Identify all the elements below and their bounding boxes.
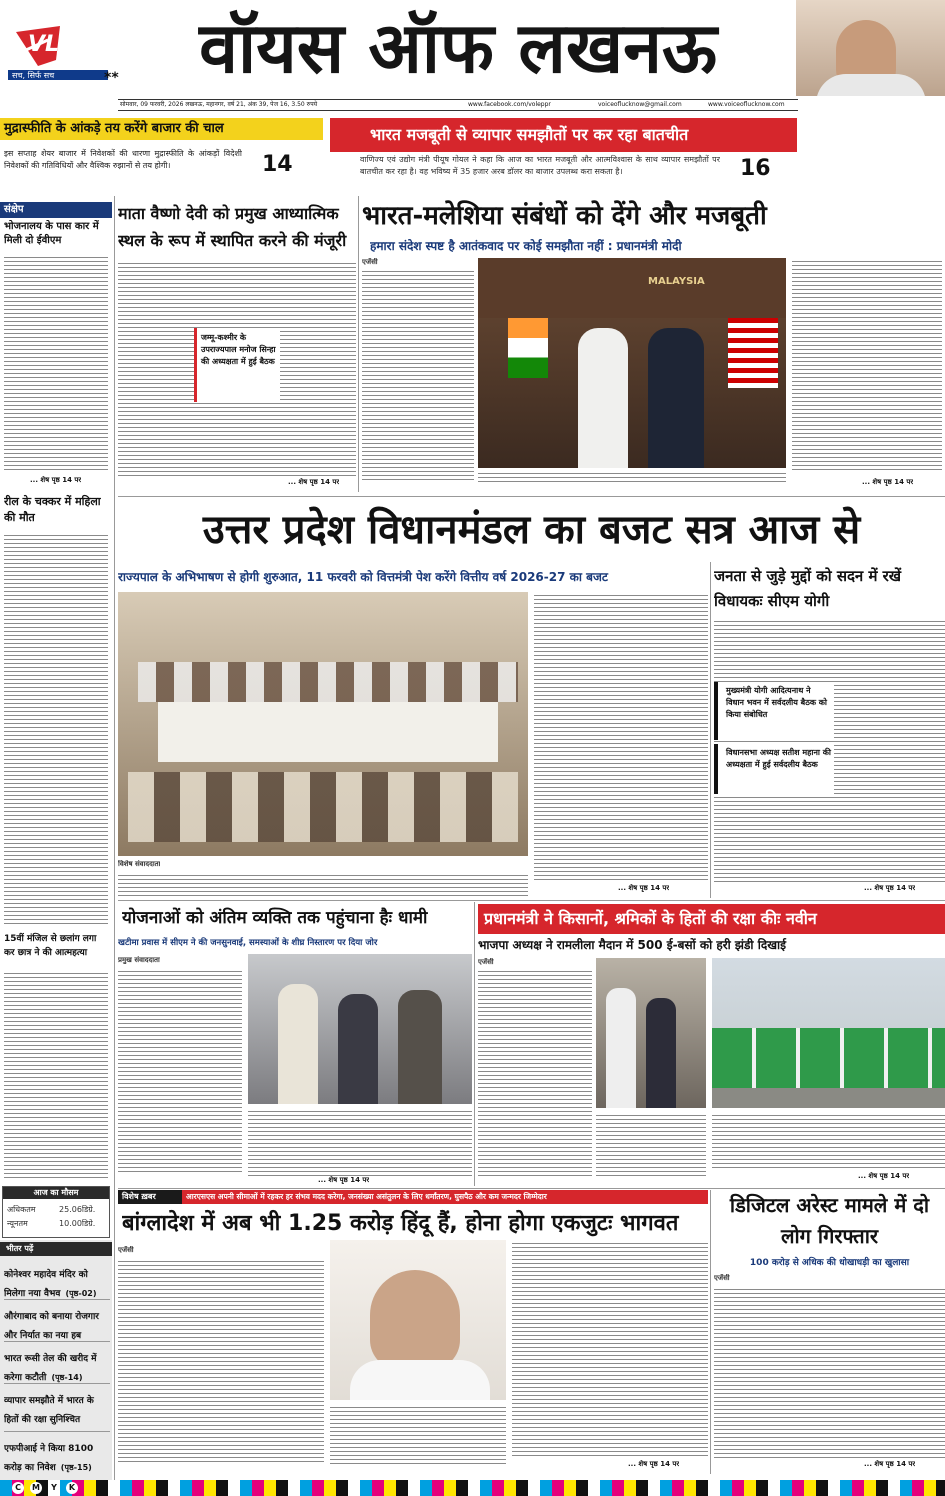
bhagwat-more[interactable]: ... शेष पृष्ठ 14 पर: [628, 1460, 680, 1468]
budget-more[interactable]: ... शेष पृष्ठ 14 पर: [618, 884, 670, 892]
weather-max-label: अधिकतम: [7, 1205, 36, 1214]
nabin-body-left: [478, 968, 592, 1176]
email-link[interactable]: voiceoflucknow@gmail.com: [598, 101, 682, 108]
budget-body-right: [534, 592, 708, 882]
teaser-right[interactable]: [330, 118, 797, 190]
weather-min-label: न्यूनतम: [7, 1219, 28, 1228]
photo-sign: MALAYSIA: [648, 276, 705, 287]
digital-agency: एजेंसी: [714, 1274, 730, 1282]
inside-item-4[interactable]: [4, 1388, 110, 1432]
bhagwat-body-mid: [330, 1404, 506, 1464]
dhami-body-right: [248, 1108, 472, 1176]
dhami-subhead: खटीमा प्रवास में सीएम ने की जनसुनवाई, समस्याओं के शीघ्र निस्तारण पर दिया जोर: [118, 938, 378, 948]
inside-item-1-text: कोनेश्वर महादेव मंदिर को मिलेगा नया वैभव: [4, 1270, 88, 1299]
teaser-left[interactable]: [0, 118, 323, 190]
facebook-link[interactable]: www.facebook.com/voleppr: [468, 101, 551, 108]
budget-story[interactable]: [118, 562, 708, 898]
budget-headline[interactable]: उत्तर प्रदेश विधानमंडल का बजट सत्र आज से: [202, 507, 861, 553]
sankshep-1-title[interactable]: भोजनालय के पास कार में मिली दो ईवीएम: [4, 221, 99, 246]
vaishno-headline: माता वैष्णो देवी को प्रमुख आध्यात्मिक स्थल के रूप में स्थापित करने की मंजूरी: [118, 204, 347, 250]
teaser-right-text: वाणिज्य एवं उद्योग मंत्री पीयूष गोयल ने कहा कि आज का भारत मजबूती और आत्मविश्वास के साथ व्यापार समझौतों पर बातचीत कर रहा है। वह भविष्य में 35 हजार अरब डॉलर का बाजार उपलब्ध करा सकता है।: [360, 155, 720, 176]
malaysia-body-right: [792, 258, 942, 472]
digital-more[interactable]: ... शेष पृष्ठ 14 पर: [864, 1460, 916, 1468]
sankshep-3-title[interactable]: 15वीं मंजिल से छलांग लगा कर छात्र ने की आत्महत्या: [4, 934, 97, 958]
inside-item-3-text: भारत रूसी तेल की खरीद में करेगा कटौती: [4, 1354, 97, 1383]
dhami-more[interactable]: ... शेष पृष्ठ 14 पर: [318, 1176, 370, 1184]
sankshep-1-body: [4, 254, 108, 472]
budget-subhead: राज्यपाल के अभिभाषण से होगी शुरुआत, 11 फरवरी को वित्तमंत्री पेश करेंगे वित्तीय वर्ष 2026-27 का बजट: [118, 570, 608, 584]
dhami-body-left: [118, 968, 242, 1174]
digital-headline: डिजिटल अरेस्ट मामले में दो लोग गिरफ्तार: [729, 1193, 930, 1248]
modi-ibrahim-photo: [478, 258, 786, 468]
budget-byline: विशेष संवाददाता: [118, 860, 161, 868]
assembly-photo: [118, 592, 528, 856]
inside-item-5-page: (पृष्ठ-15): [60, 1463, 92, 1472]
minister-photo: [796, 0, 945, 96]
sankshep-label: संक्षेप: [0, 202, 112, 218]
yogi-more[interactable]: ... शेष पृष्ठ 14 पर: [864, 884, 916, 892]
bhagwat-headline: बांग्लादेश में अब भी 1.25 करोड़ हिंदू हैं, होना होगा एकजुटः भागवत: [122, 1211, 679, 1236]
digital-story[interactable]: [714, 1190, 945, 1474]
inside-box: [0, 1240, 112, 1482]
dhami-byline: प्रमुख संवाददाता: [118, 956, 160, 964]
vaishno-inset: जम्मू-कश्मीर के उपराज्यपाल मनोज सिन्हा की अध्यक्षता में हुई बैठक: [194, 328, 280, 402]
yogi-inset-2: विधानसभा अध्यक्ष सतीश महाना की अध्यक्षता में हुई सर्वदलीय बैठक: [714, 744, 834, 794]
column-rule: [474, 902, 475, 1186]
bhagwat-body-left: [118, 1258, 324, 1464]
column-rule: [710, 1190, 711, 1474]
teaser-left-headline: मुद्रास्फीति के आंकड़े तय करेंगे बाजार की चाल: [0, 118, 323, 140]
bhagwat-kicker-bar: [118, 1190, 708, 1204]
weather-min-value: 10.00डिग्रे.: [59, 1219, 96, 1228]
masthead-title: वॉयस ऑफ लखनऊ: [199, 7, 717, 89]
masthead-stars: **: [104, 70, 119, 86]
dhami-headline: योजनाओं को अंतिम व्यक्ति तक पहुंचाना हैः धामी: [122, 908, 428, 928]
footer-y: Y: [48, 1482, 60, 1494]
section-rule: [118, 1188, 945, 1189]
nabin-caption: [596, 1112, 706, 1176]
nabin-agency: एजेंसी: [478, 958, 494, 966]
inside-item-1[interactable]: [4, 1262, 110, 1300]
section-rule: [118, 496, 945, 497]
yogi-inset-1: मुख्यमंत्री योगी आदित्यनाथ ने विधान भवन में सर्वदलीय बैठक को किया संबोधित: [714, 682, 834, 740]
inside-item-3-page: (पृष्ठ-14): [51, 1373, 83, 1382]
inside-title: भीतर पढ़ें: [0, 1242, 112, 1256]
vaishno-more[interactable]: ... शेष पृष्ठ 14 पर: [288, 478, 340, 486]
inside-item-3[interactable]: [4, 1346, 110, 1384]
dateline-bar: [118, 99, 798, 111]
inside-item-2-text: औरंगाबाद को बनाया रोजगार और निर्यात का नया हब: [4, 1312, 99, 1341]
weather-max-value: 25.06डिग्रे.: [59, 1205, 96, 1214]
weather-box: [2, 1186, 110, 1238]
dhami-story[interactable]: [118, 902, 472, 1186]
logo-mark: VL: [28, 32, 60, 57]
inside-item-1-page: (पृष्ठ-02): [65, 1289, 97, 1298]
teaser-right-page: 16: [740, 156, 771, 181]
inside-item-5[interactable]: [4, 1436, 110, 1476]
teaser-left-page: 14: [262, 152, 293, 177]
inside-item-5-text: एफपीआई ने किया 8100 करोड़ का निवेश: [4, 1444, 94, 1473]
nabin-subhead: भाजपा अध्यक्ष ने रामलीला मैदान में 500 ई-बसों को हरी झंडी दिखाई: [478, 938, 787, 952]
malaysia-caption: [478, 470, 786, 482]
column-rule: [114, 196, 115, 1486]
yogi-headline: जनता से जुड़े मुद्दों को सदन में रखें विधायकः सीएम योगी: [714, 567, 902, 610]
bhagwat-kicker: आरएसएस अपनी सीमाओं में रहकर हर संभव मदद करेगा, जनसंख्या असंतुलन के लिए धर्मांतरण, घुसपैठ और कम जन्मदर जिम्मेदार: [186, 1192, 547, 1201]
section-rule: [118, 900, 945, 901]
malaysia-more[interactable]: ... शेष पृष्ठ 14 पर: [862, 478, 914, 486]
nabin-story[interactable]: [478, 902, 945, 1186]
column-rule: [358, 196, 359, 492]
logo-tagline: सच, सिर्फ सच: [8, 70, 108, 80]
masthead: [0, 0, 945, 96]
ebus-photo: [712, 958, 945, 1108]
budget-body-photo-col: [118, 872, 528, 896]
footer-k: K: [66, 1482, 78, 1494]
sankshep-1-more[interactable]: ... शेष पृष्ठ 14 पर: [30, 476, 82, 484]
nabin-photo: [596, 958, 706, 1108]
sankshep-2-body: [4, 532, 108, 926]
yogi-story[interactable]: [714, 562, 945, 898]
malaysia-headline: भारत-मलेशिया संबंधों को देंगे और मजबूती: [362, 201, 767, 231]
footer-c: C: [12, 1482, 24, 1494]
nabin-headline: प्रधानमंत्री ने किसानों, श्रमिकों के हितों की रक्षा कीः नवीन: [478, 904, 945, 934]
malaysia-story[interactable]: [362, 196, 945, 492]
weather-title: आज का मौसम: [3, 1187, 109, 1199]
malaysia-agency: एजेंसी: [362, 258, 378, 266]
footer-m: M: [30, 1482, 42, 1494]
nabin-body-right: [712, 1112, 945, 1170]
malaysia-subhead: हमारा संदेश स्पष्ट है आतंकवाद पर कोई समझौता नहीं : प्रधानमंत्री मोदी: [370, 239, 682, 253]
sankshep-3-body: [4, 970, 108, 1180]
teaser-right-headline: भारत मजबूती से व्यापार समझौतों पर कर रहा बातचीत: [330, 118, 797, 152]
nabin-more[interactable]: ... शेष पृष्ठ 14 पर: [858, 1172, 910, 1180]
inside-item-2[interactable]: [4, 1304, 110, 1342]
website-link[interactable]: www.voiceoflucknow.com: [708, 101, 785, 108]
vaishno-story[interactable]: [118, 196, 356, 492]
malaysia-body-left: [362, 268, 474, 482]
bhagwat-story[interactable]: [118, 1190, 708, 1474]
inside-item-4-text: व्यापार समझौते में भारत के हितों की रक्षा सुनिश्चित: [4, 1396, 94, 1425]
bhagwat-body-right: [512, 1240, 708, 1458]
sankshep-2-title[interactable]: रील के चक्कर में महिला की मौत: [4, 495, 101, 524]
digital-subhead: 100 करोड़ से अधिक की धोखाधड़ी का खुलासा: [749, 1258, 910, 1268]
bhagwat-photo: [330, 1240, 506, 1400]
logo: [8, 20, 108, 80]
bhagwat-tag: विशेष ख़बर: [118, 1190, 182, 1204]
column-rule: [710, 562, 711, 898]
footer-color-bar: [0, 1480, 945, 1496]
dateline: सोमवार, 09 फरवरी, 2026 लखनऊ, महानगर, वर्ष 21, अंक 39, पेज 16, 3.50 रुपये: [120, 101, 318, 108]
teaser-left-text: इस सप्ताह शेयर बाजार में निवेशकों की धारणा मुद्रास्फीति के आंकड़ों विदेशी निवेशकों की गतिविधियों और वैश्विक रुझानों से तय होगी।: [4, 149, 242, 170]
digital-body: [714, 1286, 945, 1458]
dhami-photo: [248, 954, 472, 1104]
bhagwat-agency: एजेंसी: [118, 1246, 134, 1254]
